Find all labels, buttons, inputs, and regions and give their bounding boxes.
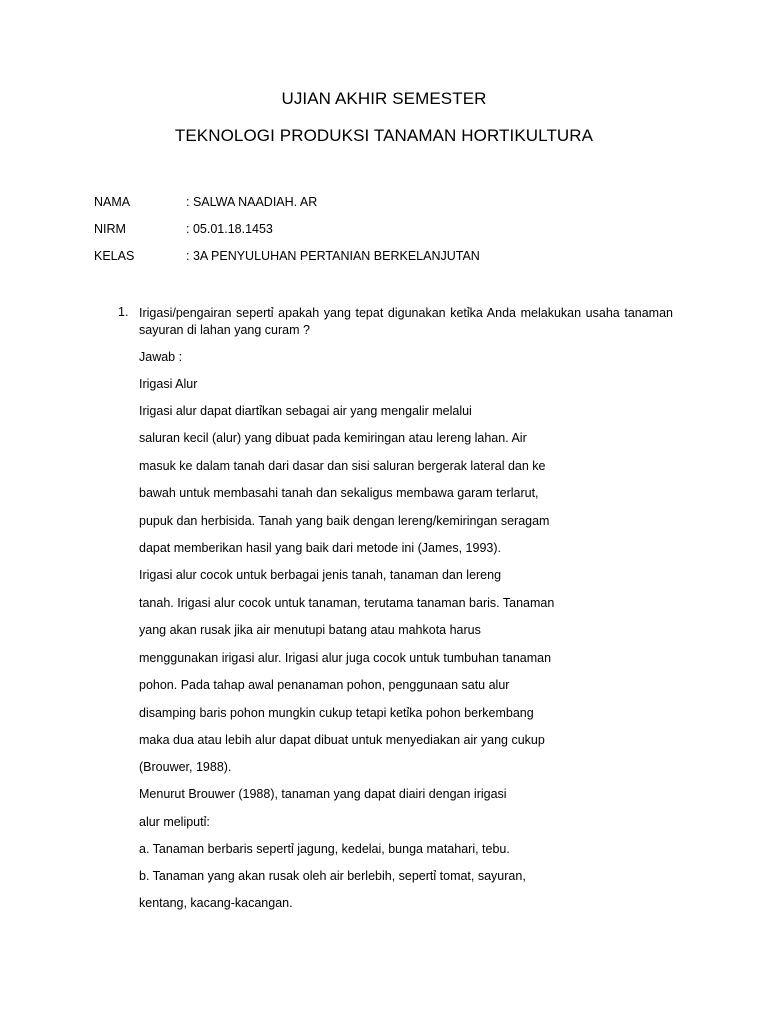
answer-line: pohon. Pada tahap awal penanaman pohon, penggunaan satu alur [139,678,510,692]
answer-line: Irigasi Alur [139,377,198,391]
answer-line: dapat memberikan hasil yang baik dari metode ini (James, 1993). [139,541,501,555]
answer-line: alur meliputỉ: [139,815,210,829]
answer-line: Jawab : [139,350,183,364]
question-text: Irigasi/pengairan sepertỉ apakah yang tepat digunakan ketỉka Anda melakukan usaha tanaman sayuran di lahan yang curam ? [139,306,673,337]
answer-line: disamping baris pohon mungkin cukup tetapi ketỉka pohon berkembang [139,706,534,720]
document-title: UJIAN AKHIR SEMESTER [281,89,487,108]
answer-line: Menurut Brouwer (1988), tanaman yang dapat diairi dengan irigasi [139,787,507,801]
answer-line: yang akan rusak jika air menutupi batang atau mahkota harus [139,623,481,637]
answer-line: masuk ke dalam tanah dari dasar dan sisi saluran bergerak lateral dan ke [139,459,546,473]
identity-label: NIRM [94,222,126,236]
answer-line: a. Tanaman berbaris sepertỉ jagung, kedelai, bunga matahari, tebu. [139,842,510,856]
identity-value: : 05.01.18.1453 [186,222,273,236]
identity-label: KELAS [94,249,135,263]
document-subtitle: TEKNOLOGI PRODUKSI TANAMAN HORTIKULTURA [174,126,594,145]
answer-line: saluran kecil (alur) yang dibuat pada kemiringan atau lereng lahan. Air [139,431,527,445]
answer-line: bawah untuk membasahi tanah dan sekaligus membawa garam terlarut, [139,486,539,500]
answer-line: menggunakan irigasi alur. Irigasi alur juga cocok untuk tumbuhan tanaman [139,651,552,665]
answer-line: b. Tanaman yang akan rusak oleh air berlebih, sepertỉ tomat, sayuran, [139,869,526,883]
answer-line: tanah. Irigasi alur cocok untuk tanaman, terutama tanaman baris. Tanaman [139,596,555,610]
identity-value: : SALWA NAADIAH. AR [186,195,318,209]
question-number: 1. [118,305,129,319]
identity-value: : 3A PENYULUHAN PERTANIAN BERKELANJUTAN [186,249,480,263]
answer-line: Irigasi alur dapat diartỉkan sebagai air yang mengalir melalui [139,404,472,418]
answer-line: pupuk dan herbisida. Tanah yang baik dengan lereng/kemiringan seragam [139,514,550,528]
answer-line: Irigasi alur cocok untuk berbagai jenis tanah, tanaman dan lereng [139,568,502,582]
identity-label: NAMA [94,195,131,209]
answer-line: (Brouwer, 1988). [139,760,232,774]
answer-line: kentang, kacang-kacangan. [139,896,293,910]
answer-line: maka dua atau lebih alur dapat dibuat untuk menyediakan air yang cukup [139,733,545,747]
